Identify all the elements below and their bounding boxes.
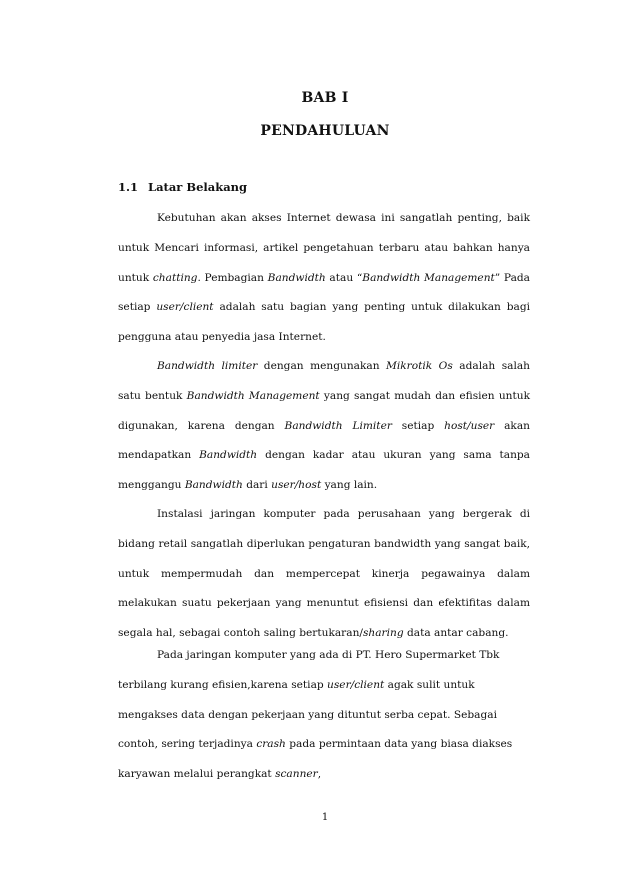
text-run: Pada jaringan komputer yang ada di PT. Hero Supermarket Tbk terbilang kurang efisien,karena setiap [118, 649, 500, 691]
emphasis-run: Bandwidth limiter [157, 360, 258, 372]
text-run: Instalasi jaringan komputer pada perusahaan yang bergerak di bidang retail sangatlah diperlukan pengaturan bandwidth yang sangat baik, untuk mempermudah dan mempercepat kinerja pegawainya dalam melakukan suatu pekerjaan yang menuntut efisiensi dan efektifitas dalam segala hal, sebagai contoh saling bertukaran/ [118, 508, 530, 640]
text-run: Kebutuhan akan akses Internet dewasa ini sangatlah penting, baik untuk Mencari informasi, artikel pengetahuan terbaru atau bahkan hanya untuk [118, 212, 530, 284]
emphasis-run: sharing [362, 627, 404, 640]
emphasis-run: user/host [271, 479, 322, 492]
text-run: dengan mengunakan [257, 360, 387, 372]
text-run: dengan kadar atau ukuran yang sama tanpa menggangu [118, 449, 530, 492]
emphasis-run: user/client [327, 678, 385, 691]
paragraph-3 [118, 500, 530, 649]
chapter-label: BAB I [301, 90, 349, 106]
section-heading [118, 180, 247, 194]
text-run: adalah salah satu bentuk [118, 360, 530, 402]
emphasis-run: Bandwidth Management [362, 271, 495, 284]
emphasis-run: Bandwidth [184, 479, 243, 492]
text-run: agak sulit untuk mengakses data dengan pekerjaan yang dituntut serba cepat. Sebagai contoh, sering terjadinya [118, 678, 497, 751]
text-run: atau “ [325, 271, 363, 284]
section-number: 1.1 [118, 180, 139, 194]
emphasis-run: Bandwidth [199, 449, 258, 462]
emphasis-run: host/user [444, 419, 495, 432]
emphasis-run: crash [256, 738, 286, 751]
paragraph-2 [118, 352, 530, 501]
emphasis-run: chatting [152, 271, 198, 284]
emphasis-run: Bandwidth [267, 271, 326, 284]
text-run: ” Pada setiap [118, 271, 530, 314]
paragraph-1 [118, 204, 530, 353]
paragraph-4 [118, 641, 530, 790]
text-run: dari [242, 479, 272, 492]
page-number: 1 [321, 812, 329, 823]
text-run: yang sangat mudah dan efisien untuk digunakan, karena dengan [118, 389, 530, 432]
emphasis-run: Bandwidth Management [186, 389, 320, 402]
text-run: akan mendapatkan [118, 419, 530, 462]
emphasis-run: Bandwidth Limiter [284, 419, 392, 432]
text-run: , [317, 768, 322, 781]
emphasis-run: user/client [156, 301, 214, 314]
text-run: pada permintaan data yang biasa diakses karyawan melalui perangkat [118, 738, 513, 781]
emphasis-run: scanner [275, 768, 318, 781]
section-title: Latar Belakang [148, 180, 248, 194]
emphasis-run: Mikrotik Os [386, 360, 453, 372]
text-run: adalah satu bagian yang penting untuk dilakukan bagi pengguna atau penyedia jasa Internet. [118, 301, 530, 344]
chapter-title: PENDAHULUAN [260, 123, 390, 139]
text-run: . Pembagian [197, 271, 268, 284]
text-run: yang lain. [321, 479, 378, 492]
text-run: setiap [391, 419, 445, 432]
text-run: data antar cabang. [403, 627, 509, 640]
